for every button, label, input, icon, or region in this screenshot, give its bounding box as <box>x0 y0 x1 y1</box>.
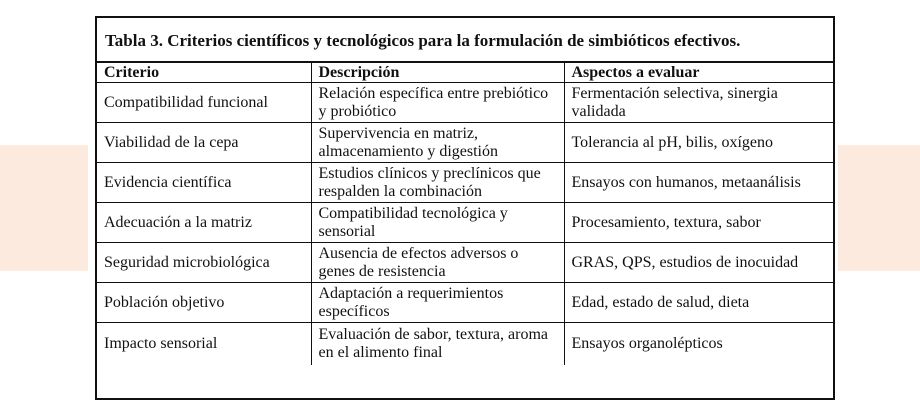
table-row <box>97 123 833 163</box>
criteria-table-box <box>95 16 835 400</box>
table-row <box>97 243 833 283</box>
criteria-table <box>97 63 833 365</box>
cell-descripcion: Supervivencia en matriz, almacenamiento y digestión <box>311 123 564 163</box>
decorative-band-right <box>838 145 920 271</box>
cell-criterio: Impacto sensorial <box>97 323 311 365</box>
cell-aspectos: Tolerancia al pH, bilis, oxígeno <box>564 123 833 163</box>
table-caption: Tabla 3. Criterios científicos y tecnológicos para la formulación de simbióticos efectivos. <box>97 18 833 63</box>
cell-criterio: Compatibilidad funcional <box>97 83 311 123</box>
table-row <box>97 283 833 323</box>
cell-criterio: Población objetivo <box>97 283 311 323</box>
cell-descripcion: Adaptación a requerimientos específicos <box>311 283 564 323</box>
table-row <box>97 323 833 365</box>
table-row <box>97 163 833 203</box>
cell-descripcion: Compatibilidad tecnológica y sensorial <box>311 203 564 243</box>
cell-criterio: Adecuación a la matriz <box>97 203 311 243</box>
cell-aspectos: Ensayos organolépticos <box>564 323 833 365</box>
cell-aspectos: Procesamiento, textura, sabor <box>564 203 833 243</box>
table-header-row <box>97 63 833 83</box>
table-row <box>97 83 833 123</box>
cell-descripcion: Estudios clínicos y preclínicos que respalden la combinación <box>311 163 564 203</box>
cell-aspectos: Fermentación selectiva, sinergia validada <box>564 83 833 123</box>
cell-criterio: Seguridad microbiológica <box>97 243 311 283</box>
cell-descripcion: Evaluación de sabor, textura, aroma en el alimento final <box>311 323 564 365</box>
cell-aspectos: Ensayos con humanos, metaanálisis <box>564 163 833 203</box>
cell-criterio: Viabilidad de la cepa <box>97 123 311 163</box>
cell-aspectos: GRAS, QPS, estudios de inocuidad <box>564 243 833 283</box>
cell-criterio: Evidencia científica <box>97 163 311 203</box>
header-aspectos: Aspectos a evaluar <box>564 63 833 83</box>
cell-descripcion: Relación específica entre prebiótico y probiótico <box>311 83 564 123</box>
cell-descripcion: Ausencia de efectos adversos o genes de resistencia <box>311 243 564 283</box>
cell-aspectos: Edad, estado de salud, dieta <box>564 283 833 323</box>
table-row <box>97 203 833 243</box>
header-criterio: Criterio <box>97 63 311 83</box>
header-descripcion: Descripción <box>311 63 564 83</box>
decorative-band-left <box>0 145 88 271</box>
